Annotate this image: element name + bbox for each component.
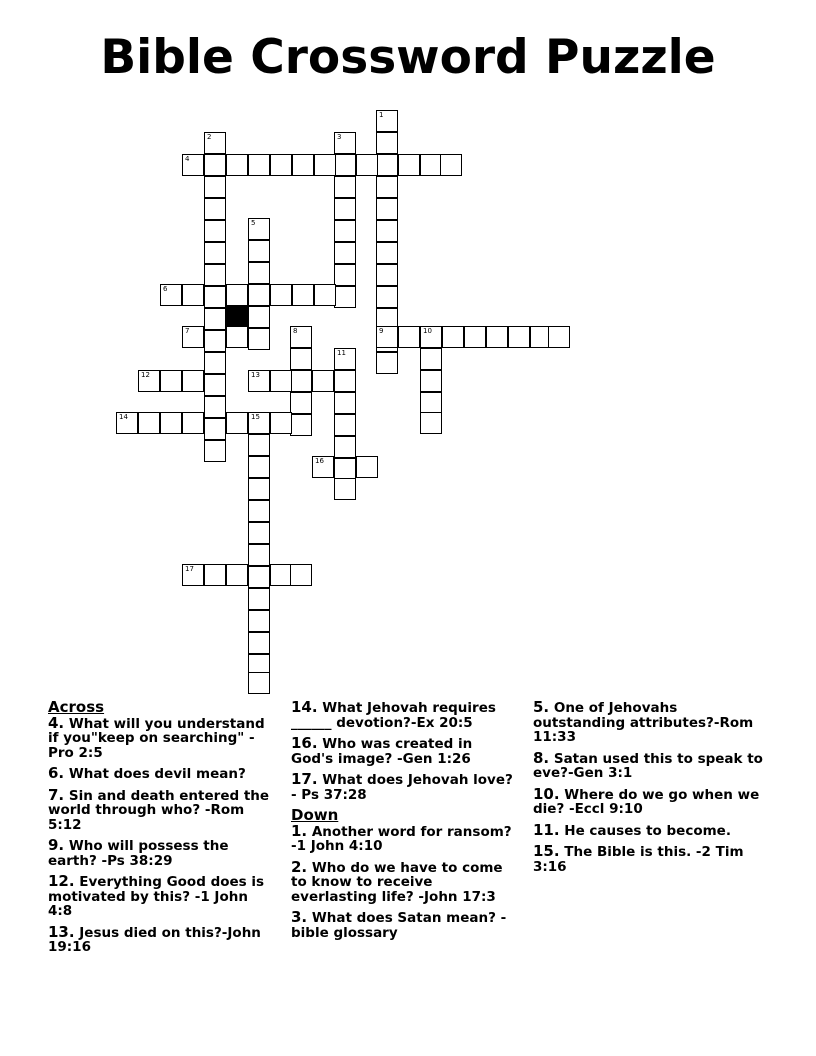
- puzzle-cell[interactable]: [334, 154, 356, 176]
- puzzle-cell[interactable]: [290, 564, 312, 586]
- puzzle-cell[interactable]: [314, 154, 336, 176]
- puzzle-cell[interactable]: [204, 198, 226, 220]
- clue-down-1: 1. Another word for ransom? -1 John 4:10: [291, 821, 512, 854]
- puzzle-cell[interactable]: [248, 328, 270, 350]
- puzzle-cell[interactable]: [204, 154, 226, 176]
- puzzle-cell[interactable]: [248, 154, 270, 176]
- puzzle-cell[interactable]: [226, 412, 248, 434]
- puzzle-cell[interactable]: [334, 414, 356, 436]
- puzzle-cell[interactable]: [248, 434, 270, 456]
- puzzle-cell[interactable]: [204, 440, 226, 462]
- puzzle-cell[interactable]: [204, 330, 226, 352]
- puzzle-cell[interactable]: [248, 412, 270, 434]
- puzzle-cell[interactable]: [248, 478, 270, 500]
- puzzle-cell[interactable]: [334, 132, 356, 154]
- clue-across-9: 9. Who will possess the earth? -Ps 38:29: [48, 836, 229, 869]
- clue-across-4: 4. What will you understand if you"keep on searching" -Pro 2:5: [48, 713, 265, 761]
- puzzle-cell[interactable]: [248, 566, 270, 588]
- clue-number: 17: [185, 565, 194, 573]
- clue-column-3: [533, 700, 763, 880]
- puzzle-cell[interactable]: [116, 412, 138, 434]
- puzzle-cell[interactable]: [420, 412, 442, 434]
- clue-number: 6: [163, 285, 168, 293]
- puzzle-cell[interactable]: [334, 286, 356, 308]
- clue-down-10: 10. Where do we go when we die? -Eccl 9:10: [533, 784, 760, 817]
- puzzle-cell[interactable]: [248, 544, 270, 566]
- puzzle-cell[interactable]: [290, 348, 312, 370]
- clue-number: 5: [251, 219, 256, 227]
- puzzle-cell[interactable]: [420, 370, 442, 392]
- puzzle-cell[interactable]: [486, 326, 508, 348]
- puzzle-cell[interactable]: [312, 456, 334, 478]
- puzzle-cell[interactable]: [204, 132, 226, 154]
- clue-number: 15: [251, 413, 260, 421]
- puzzle-cell[interactable]: [182, 564, 204, 586]
- puzzle-cell[interactable]: [138, 370, 160, 392]
- puzzle-cell[interactable]: [182, 154, 204, 176]
- clue-down-15: 15. The Bible is this. -2 Tim 3:16: [533, 842, 744, 875]
- page-title: Bible Crossword Puzzle: [100, 30, 716, 85]
- puzzle-cell[interactable]: [356, 456, 378, 478]
- clue-number: 13: [251, 371, 260, 379]
- puzzle-cell[interactable]: [334, 458, 356, 480]
- puzzle-cell[interactable]: [248, 284, 270, 306]
- clue-down-2: 2. Who do we have to come to know to receive everlasting life? -John 17:3: [291, 857, 503, 905]
- clue-number: 12: [141, 371, 150, 379]
- puzzle-cell[interactable]: [376, 132, 398, 154]
- puzzle-cell[interactable]: [334, 220, 356, 242]
- clue-across-12: 12. Everything Good does is motivated by this? -1 John 4:8: [48, 872, 265, 919]
- puzzle-cell[interactable]: [334, 348, 356, 370]
- clue-down-11: 11. He causes to become.: [533, 820, 731, 839]
- clue-number: 2: [207, 133, 212, 141]
- puzzle-cell[interactable]: [248, 456, 270, 478]
- puzzle-cell[interactable]: [334, 198, 356, 220]
- puzzle-cell[interactable]: [248, 370, 270, 392]
- clue-number: 4: [185, 155, 190, 163]
- puzzle-cell[interactable]: [548, 326, 570, 348]
- clue-number: 16: [315, 457, 324, 465]
- puzzle-cell[interactable]: [248, 588, 270, 610]
- clue-across-7: 7. Sin and death entered the world through who? -Rom 5:12: [48, 785, 270, 833]
- puzzle-cell[interactable]: [442, 326, 464, 348]
- puzzle-cell[interactable]: [270, 412, 292, 434]
- puzzle-cell[interactable]: [398, 326, 420, 348]
- puzzle-cell[interactable]: [204, 374, 226, 396]
- puzzle-cell[interactable]: [376, 220, 398, 242]
- puzzle-cell[interactable]: [160, 370, 182, 392]
- clue-number: 1: [379, 111, 384, 119]
- puzzle-cell[interactable]: [290, 370, 312, 392]
- puzzle-cell[interactable]: [248, 262, 270, 284]
- clue-number: 10: [423, 327, 432, 335]
- puzzle-cell[interactable]: [204, 564, 226, 586]
- puzzle-cell[interactable]: [334, 176, 356, 198]
- puzzle-cell[interactable]: [312, 370, 334, 392]
- puzzle-cell[interactable]: [464, 326, 486, 348]
- clue-down-5: 5. One of Jehovahs outstanding attributes?-Rom 11:33: [533, 698, 754, 745]
- clue-number: 7: [185, 327, 190, 335]
- puzzle-cell[interactable]: [160, 412, 182, 434]
- puzzle-cell[interactable]: [182, 370, 204, 392]
- puzzle-cell[interactable]: [376, 110, 398, 132]
- puzzle-cell[interactable]: [270, 370, 292, 392]
- puzzle-cell[interactable]: [138, 412, 160, 434]
- puzzle-cell[interactable]: [248, 632, 270, 654]
- puzzle-cell[interactable]: [160, 284, 182, 306]
- puzzle-cell[interactable]: [420, 154, 442, 176]
- puzzle-cell[interactable]: [292, 284, 314, 306]
- clue-across-14: 14. What Jehovah requires ______ devotion?-Ex 20:5: [291, 698, 496, 731]
- puzzle-cell[interactable]: [248, 672, 270, 694]
- puzzle-cell[interactable]: [334, 478, 356, 500]
- clue-across-13: 13. Jesus died on this?-John 19:16: [48, 922, 261, 955]
- puzzle-cell[interactable]: [204, 242, 226, 264]
- puzzle-cell[interactable]: [248, 240, 270, 262]
- puzzle-cell[interactable]: [204, 176, 226, 198]
- clue-down-8: 8. Satan used this to speak to eve?-Gen 3:1: [533, 748, 763, 781]
- puzzle-cell[interactable]: [182, 326, 204, 348]
- black-square: [226, 306, 248, 328]
- puzzle-cell[interactable]: [248, 522, 270, 544]
- puzzle-cell[interactable]: [204, 352, 226, 374]
- down-heading: Down: [291, 806, 339, 824]
- puzzle-cell[interactable]: [204, 308, 226, 330]
- puzzle-cell[interactable]: [420, 348, 442, 370]
- puzzle-cell[interactable]: [376, 198, 398, 220]
- puzzle-cell[interactable]: [182, 412, 204, 434]
- clue-across-6: 6. What does devil mean?: [48, 764, 246, 782]
- puzzle-cell[interactable]: [420, 392, 442, 414]
- puzzle-cell[interactable]: [440, 154, 462, 176]
- puzzle-cell[interactable]: [398, 154, 420, 176]
- puzzle-cell[interactable]: [376, 352, 398, 374]
- puzzle-cell[interactable]: [376, 176, 398, 198]
- puzzle-cell[interactable]: [290, 326, 312, 348]
- puzzle-cell[interactable]: [508, 326, 530, 348]
- puzzle-cell[interactable]: [334, 370, 356, 392]
- clue-number: 14: [119, 413, 128, 421]
- across-heading: Across: [48, 698, 105, 716]
- clue-number: 9: [379, 327, 384, 335]
- puzzle-cell[interactable]: [376, 286, 398, 308]
- puzzle-cell[interactable]: [376, 154, 398, 176]
- puzzle-cell[interactable]: [204, 286, 226, 308]
- clue-number: 3: [337, 133, 342, 141]
- clue-down-3: 3. What does Satan mean? - bible glossary: [291, 908, 507, 941]
- puzzle-cell[interactable]: [248, 306, 270, 328]
- puzzle-cell[interactable]: [204, 264, 226, 286]
- puzzle-cell[interactable]: [356, 154, 378, 176]
- puzzle-cell[interactable]: [204, 418, 226, 440]
- puzzle-cell[interactable]: [334, 242, 356, 264]
- puzzle-cell[interactable]: [248, 218, 270, 240]
- puzzle-cell[interactable]: [204, 220, 226, 242]
- puzzle-cell[interactable]: [334, 392, 356, 414]
- puzzle-cell[interactable]: [376, 326, 398, 348]
- clue-across-16: 16. Who was created in God's image? -Gen 1:26: [291, 734, 473, 767]
- puzzle-cell[interactable]: [182, 284, 204, 306]
- puzzle-cell[interactable]: [248, 500, 270, 522]
- puzzle-cell[interactable]: [226, 154, 248, 176]
- puzzle-cell[interactable]: [270, 284, 292, 306]
- puzzle-cell[interactable]: [290, 392, 312, 414]
- puzzle-cell[interactable]: [376, 264, 398, 286]
- clue-across-17: 17. What does Jehovah love? - Ps 37:28: [291, 770, 513, 803]
- puzzle-cell[interactable]: [420, 326, 442, 348]
- puzzle-cell[interactable]: [248, 610, 270, 632]
- clue-number: 8: [293, 327, 298, 335]
- puzzle-cell[interactable]: [270, 564, 292, 586]
- clue-number: 11: [337, 349, 346, 357]
- puzzle-cell[interactable]: [290, 414, 312, 436]
- clue-column-1: [48, 700, 276, 961]
- puzzle-cell[interactable]: [226, 326, 248, 348]
- puzzle-cell[interactable]: [226, 564, 248, 586]
- puzzle-cell[interactable]: [314, 284, 336, 306]
- puzzle-cell[interactable]: [226, 284, 248, 306]
- puzzle-cell[interactable]: [292, 154, 314, 176]
- puzzle-cell[interactable]: [376, 242, 398, 264]
- clue-column-2: [291, 700, 519, 946]
- puzzle-cell[interactable]: [270, 154, 292, 176]
- puzzle-cell[interactable]: [334, 436, 356, 458]
- puzzle-cell[interactable]: [204, 396, 226, 418]
- puzzle-cell[interactable]: [334, 264, 356, 286]
